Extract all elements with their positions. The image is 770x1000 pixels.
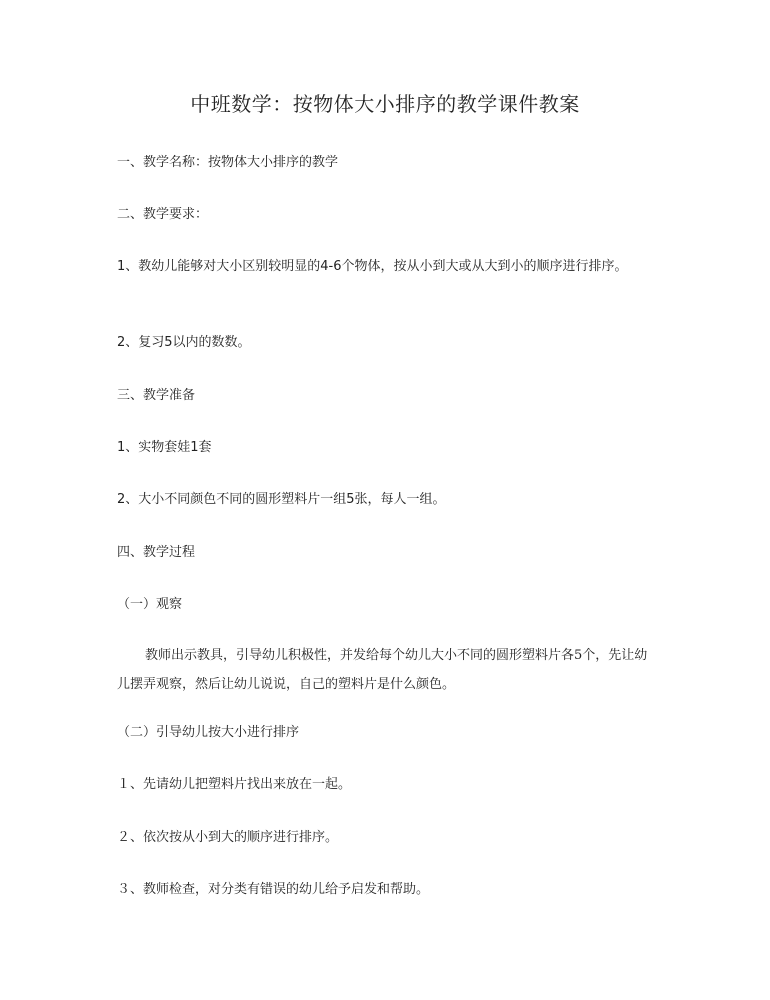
requirement-item-1: 1、教幼儿能够对大小区别较明显的4-6个物体，按从小到大或从大到小的顺序进行排序。 xyxy=(117,259,628,274)
section-teaching-preparation: 三、教学准备 xyxy=(117,388,196,403)
sort-step-1: １、先请幼儿把塑料片找出来放在一起。 xyxy=(117,777,352,792)
section-teaching-process: 四、教学过程 xyxy=(117,545,196,560)
subsection-observe: （一）观察 xyxy=(117,597,183,612)
document-title: 中班数学：按物体大小排序的教学课件教案 xyxy=(190,92,580,116)
observe-paragraph: 教师出示教具，引导幼儿积极性，并发给每个幼儿大小不同的圆形塑料片各5个，先让幼儿摆弄观察，然后让幼儿说说，自己的塑料片是什么颜色。 xyxy=(117,648,648,692)
section-teaching-name: 一、教学名称：按物体大小排序的教学 xyxy=(117,155,339,170)
requirement-item-2: 2、复习5以内的数数。 xyxy=(117,335,251,350)
preparation-item-1: 1、实物套娃1套 xyxy=(117,440,212,455)
subsection-sort-by-size: （二）引导幼儿按大小进行排序 xyxy=(117,725,300,740)
sort-step-3: ３、教师检查，对分类有错误的幼儿给予启发和帮助。 xyxy=(117,882,430,897)
section-teaching-requirements: 二、教学要求： xyxy=(117,207,209,222)
preparation-item-2: 2、大小不同颜色不同的圆形塑料片一组5张，每人一组。 xyxy=(117,492,446,507)
sort-step-2: ２、依次按从小到大的顺序进行排序。 xyxy=(117,830,339,845)
